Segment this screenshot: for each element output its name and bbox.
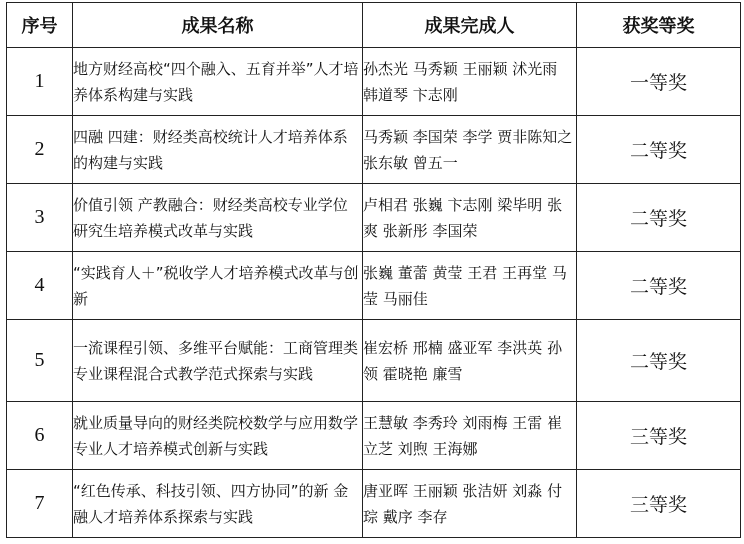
achievement-name: 就业质量导向的财经类院校数学与应用数学专业人才培养模式创新与实践 xyxy=(73,402,363,470)
row-index: 5 xyxy=(7,320,73,402)
header-achievers: 成果完成人 xyxy=(363,3,577,48)
awards-table xyxy=(6,2,741,538)
achievement-name: 一流课程引领、多维平台赋能：工商管理类专业课程混合式教学范式探索与实践 xyxy=(73,320,363,402)
table-row xyxy=(7,48,741,116)
row-index: 2 xyxy=(7,116,73,184)
row-index: 6 xyxy=(7,402,73,470)
achievers: 孙杰光 马秀颖 王丽颖 沭光雨 韩道琴 卞志刚 xyxy=(363,48,577,116)
award-level: 一等奖 xyxy=(577,48,741,116)
achievement-name: “实践育人＋”税收学人才培养模式改革与创新 xyxy=(73,252,363,320)
header-index: 序号 xyxy=(7,3,73,48)
achievement-name: 四融 四建：财经类高校统计人才培养体系的构建与实践 xyxy=(73,116,363,184)
award-level: 三等奖 xyxy=(577,470,741,538)
achievers: 崔宏桥 邢楠 盛亚军 李洪英 孙领 霍晓艳 廉雪 xyxy=(363,320,577,402)
award-level: 二等奖 xyxy=(577,252,741,320)
row-index: 3 xyxy=(7,184,73,252)
table-row xyxy=(7,252,741,320)
achievement-name: 地方财经高校“四个融入、五育并举”人才培养体系构建与实践 xyxy=(73,48,363,116)
table-row xyxy=(7,184,741,252)
achievement-name: “红色传承、科技引领、四方协同”的新 金融人才培养体系探索与实践 xyxy=(73,470,363,538)
row-index: 1 xyxy=(7,48,73,116)
achievers: 唐亚晖 王丽颖 张洁妍 刘淼 付琮 戴序 李存 xyxy=(363,470,577,538)
achievers: 王慧敏 李秀玲 刘雨梅 王雷 崔立芝 刘煦 王海娜 xyxy=(363,402,577,470)
header-award-level: 获奖等奖 xyxy=(577,3,741,48)
award-level: 二等奖 xyxy=(577,116,741,184)
award-level: 三等奖 xyxy=(577,402,741,470)
row-index: 4 xyxy=(7,252,73,320)
table-row xyxy=(7,320,741,402)
header-achievement-name: 成果名称 xyxy=(73,3,363,48)
achievers: 卢相君 张巍 卞志刚 梁毕明 张爽 张新彤 李国荣 xyxy=(363,184,577,252)
award-level: 二等奖 xyxy=(577,184,741,252)
table-row xyxy=(7,116,741,184)
table-row xyxy=(7,402,741,470)
row-index: 7 xyxy=(7,470,73,538)
achievers: 张巍 董蕾 黄莹 王君 王再堂 马莹 马丽佳 xyxy=(363,252,577,320)
achievement-name: 价值引领 产教融合：财经类高校专业学位研究生培养模式改革与实践 xyxy=(73,184,363,252)
award-level: 二等奖 xyxy=(577,320,741,402)
table-header-row xyxy=(7,3,741,48)
achievers: 马秀颖 李国荣 李学 贾非陈知之 张东敏 曾五一 xyxy=(363,116,577,184)
table-row xyxy=(7,470,741,538)
